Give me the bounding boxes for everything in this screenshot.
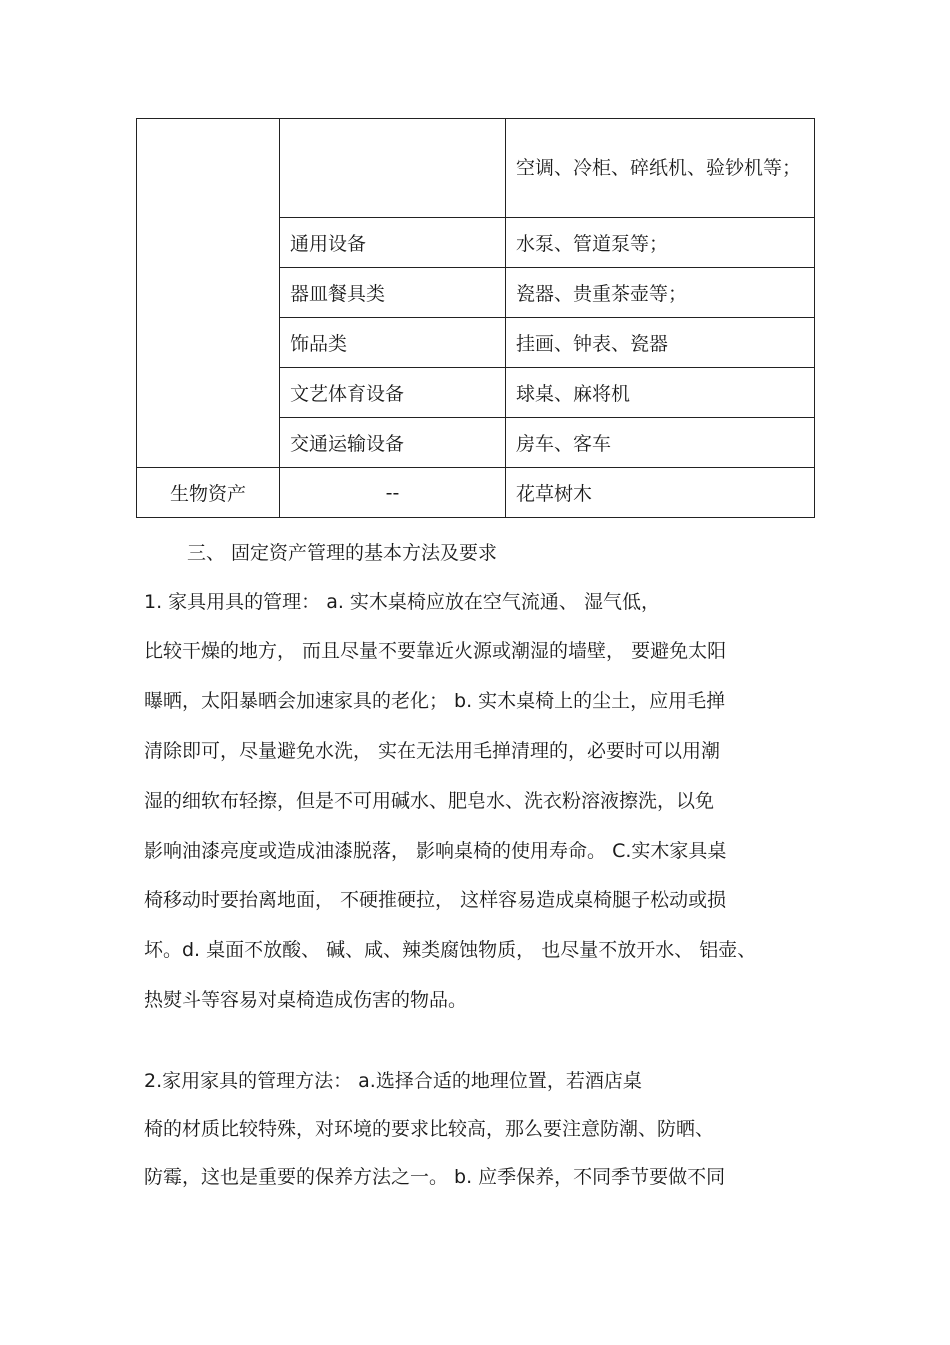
table-cell-subcategory: 通用设备	[280, 218, 506, 268]
asset-category-table	[136, 118, 815, 518]
table-cell-subcategory: 器皿餐具类	[280, 268, 506, 318]
paragraph-line: 湿的细软布轻擦，但是不可用碱水、肥皂水、洗衣粉溶液擦洗，以免	[144, 790, 715, 812]
paragraph-line: 影响油漆亮度或造成油漆脱落， 影响桌椅的使用寿命。 C.实木家具桌	[144, 840, 727, 862]
paragraph-line: 比较干燥的地方， 而且尽量不要靠近火源或潮湿的墙壁， 要避免太阳	[144, 640, 727, 662]
table-row	[137, 119, 815, 218]
table-row	[137, 468, 815, 518]
table-cell-subcategory: --	[280, 468, 506, 518]
table-cell-examples: 球桌、麻将机	[506, 368, 815, 418]
paragraph-line: 2.家用家具的管理方法： a.选择合适的地理位置，若酒店桌	[144, 1070, 642, 1092]
paragraph-line: 1. 家具用具的管理： a. 实木桌椅应放在空气流通、 湿气低，	[144, 591, 660, 613]
paragraph-line: 椅的材质比较特殊，对环境的要求比较高，那么要注意防潮、防晒、	[144, 1118, 715, 1140]
paragraph-line: 曝晒，太阳暴晒会加速家具的老化； b. 实木桌椅上的尘土，应用毛掸	[144, 690, 726, 712]
table-cell-subcategory: 饰品类	[280, 318, 506, 368]
section-heading: 三、 固定资产管理的基本方法及要求	[187, 542, 498, 564]
table-cell-examples: 瓷器、贵重茶壶等；	[506, 268, 815, 318]
table-cell-examples: 水泵、管道泵等；	[506, 218, 815, 268]
paragraph-line: 热熨斗等容易对桌椅造成伤害的物品。	[144, 989, 468, 1011]
paragraph-line: 清除即可，尽量避免水洗， 实在无法用毛掸清理的，必要时可以用潮	[144, 740, 721, 762]
table-cell-subcategory	[280, 119, 506, 218]
paragraph-line: 防霉，这也是重要的保养方法之一。 b. 应季保养，不同季节要做不同	[144, 1166, 726, 1188]
table-cell-subcategory: 文艺体育设备	[280, 368, 506, 418]
paragraph-line: 坏。d. 桌面不放酸、 碱、咸、辣类腐蚀物质， 也尽量不放开水、 铝壶、	[144, 939, 757, 961]
table-cell-category-merged	[137, 119, 280, 468]
table-cell-examples: 挂画、钟表、瓷器	[506, 318, 815, 368]
table-cell-examples: 空调、冷柜、碎纸机、验钞机等；	[506, 119, 815, 218]
paragraph-line: 椅移动时要抬离地面， 不硬推硬拉， 这样容易造成桌椅腿子松动或损	[144, 889, 727, 911]
table-cell-examples: 花草树木	[506, 468, 815, 518]
table-cell-subcategory: 交通运输设备	[280, 418, 506, 468]
table-cell-category: 生物资产	[137, 468, 280, 518]
table-cell-examples: 房车、客车	[506, 418, 815, 468]
